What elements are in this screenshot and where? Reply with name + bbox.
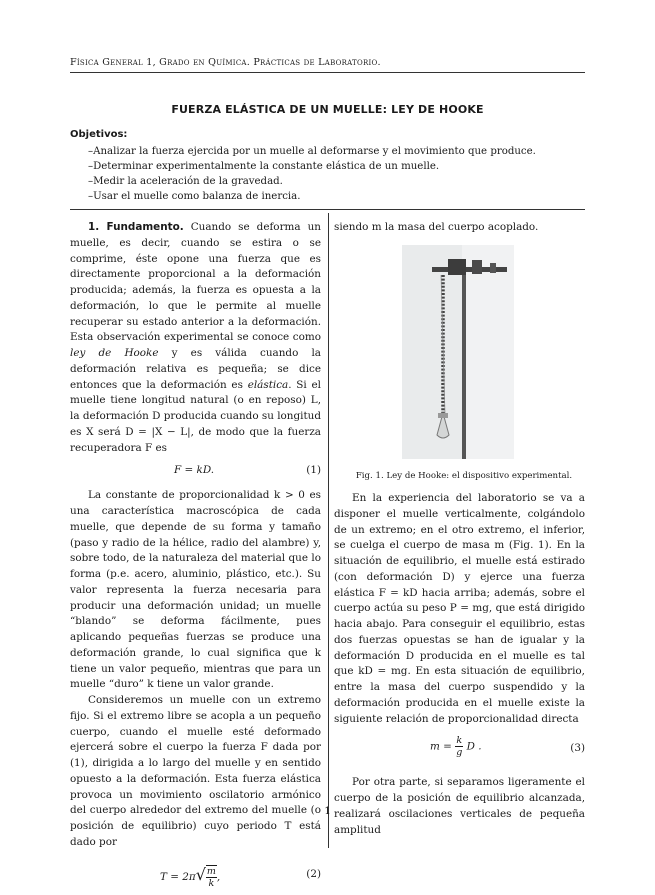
fraction-numerator: k — [456, 735, 463, 747]
equation-3-number: (3) — [570, 742, 585, 755]
objective-item: –Usar el muelle como balanza de inercia. — [88, 191, 301, 202]
law-term: ley de Hooke — [70, 347, 159, 359]
running-header: Física General 1, Grado en Química. Prácticas de Laboratorio. — [70, 57, 381, 68]
body-text: y es válida cuando la deformación relativa es pequeña; se dice entonces que la deformación es — [70, 347, 321, 391]
equation-1-number: (1) — [306, 464, 321, 477]
left-column — [70, 220, 321, 895]
page-number: 1 — [324, 806, 331, 817]
body-text: Cuando se deforma un muelle, es decir, cuando se estira o se comprime, éste opone una fuerza que es directamente proporcional a la deformación producida; además, la fuerza es opuesta a la deformación, lo que le permite al muelle recuperar su estado anterior a la deformación. Esta observación experimental se conoce como — [70, 221, 321, 344]
equation-2-lhs: T = 2π — [160, 870, 196, 883]
objective-item: –Determinar experimentalmente la constante elástica de un muelle. — [88, 161, 440, 172]
section-heading: 1. Fundamento. — [88, 221, 184, 233]
elastic-term: elástica — [247, 378, 289, 391]
equation-2-tail: , — [216, 870, 221, 883]
fundamento-paragraph — [70, 220, 321, 456]
constant-paragraph: La constante de proporcionalidad k > 0 es una característica macroscópica de cada muelle, que depende de su forma y tamaño (paso y radio de la hélice, radio del alambre) y, sobre todo, de la naturaleza del material que lo forma (p.e. acero, aluminio, plástico, etc.). Su valor representa la fuerza necesaria para producir una deformación unidad; un muelle “blando” se deforma fácilmente, pues aplicando pequeñas fuerzas se produce una deformación grande, lo cual significa que k tiene un valor pequeño, mientras que para un muelle “duro” k tiene un valor grande. — [70, 489, 321, 691]
body-text: . Si el muelle tiene longitud natural (o en reposo) L, la deformación D producida cuando su longitud es X será D = |X − L|, de modo que la fuerza recuperadora F es — [70, 378, 322, 454]
objectives-heading: Objetivos: — [70, 129, 128, 140]
equilibrium-paragraph: En la experiencia del laboratorio se va a disponer el muelle verticalmente, colgándolo de un extremo; en el otro extremo, el inferior, se cuelga el cuerpo de masa m (Fig. 1). En la situación de equilibrio, el muelle está estirado (con deformación D) y ejerce una fuerza elástica F = kD hacia arriba; además, sobre el cuerpo actúa su peso P = mg, que está dirigido hacia abajo. Para conseguir el equilibrio, estas dos fuerzas opuestas se han de igualar y la deformación D producida en el muelle es tal que kD = mg. En esta situación de equilibrio, entre la masa del cuerpo suspendido y la deformación producida en el muelle existe la siguiente relación de proporcionalidad directa — [334, 492, 585, 725]
figure-caption: Fig. 1. Ley de Hooke: el dispositivo experimental. — [355, 471, 573, 481]
equation-2-formula — [160, 865, 220, 889]
equation-3-tail: D . — [466, 740, 482, 753]
column-separator — [328, 213, 329, 848]
equation-1-text: F = kD. — [174, 464, 215, 477]
equation-3-formula — [430, 735, 482, 758]
fraction-denominator: k — [208, 877, 215, 889]
fraction-numerator: m — [206, 865, 216, 877]
spring-apparatus-image — [402, 245, 514, 459]
oscillation-paragraph: Consideremos un muelle con un extremo fijo. Si el extremo libre se acopla a un pequeño cuerpo, cuando el muelle esté deformado ejercerá sobre el cuerpo la fuerza F dada por (1), dirigida a lo largo del muelle y en sentido opuesto a la deformación. Esta fuerza elástica provoca un movimiento oscilatorio armónico del cuerpo alrededor del extremo del muelle (o posición de equilibrio) cuyo periodo T está dado por — [70, 694, 321, 848]
equation-2-fraction — [206, 865, 217, 889]
objective-item: –Medir la aceleración de la gravedad. — [88, 176, 283, 187]
page-title: FUERZA ELÁSTICA DE UN MUELLE: LEY DE HOOKE — [171, 103, 484, 116]
right-column-bottom — [334, 491, 585, 838]
equation-1 — [70, 456, 321, 488]
mass-sentence: siendo m la masa del cuerpo acoplado. — [334, 221, 539, 233]
oscillation-paragraph-2: Por otra parte, si separamos ligeramente el cuerpo de la posición de equilibrio alcanzada, realizará oscilaciones verticales de pequeña amplitud — [334, 776, 585, 836]
objective-item: –Analizar la fuerza ejercida por un muelle al deformarse y el movimiento que produce. — [88, 146, 536, 157]
equation-3-lhs: m = — [430, 740, 452, 753]
fraction-denominator: g — [456, 747, 463, 759]
equation-3-fraction — [455, 735, 463, 758]
header-rule — [70, 72, 585, 73]
sqrt-sign: √ — [195, 864, 206, 884]
experiment-photo — [402, 245, 514, 459]
equation-2 — [70, 855, 321, 895]
section-rule — [70, 209, 585, 210]
right-column-top — [334, 220, 585, 236]
equation-2-number: (2) — [306, 867, 321, 880]
equation-3 — [334, 729, 585, 769]
